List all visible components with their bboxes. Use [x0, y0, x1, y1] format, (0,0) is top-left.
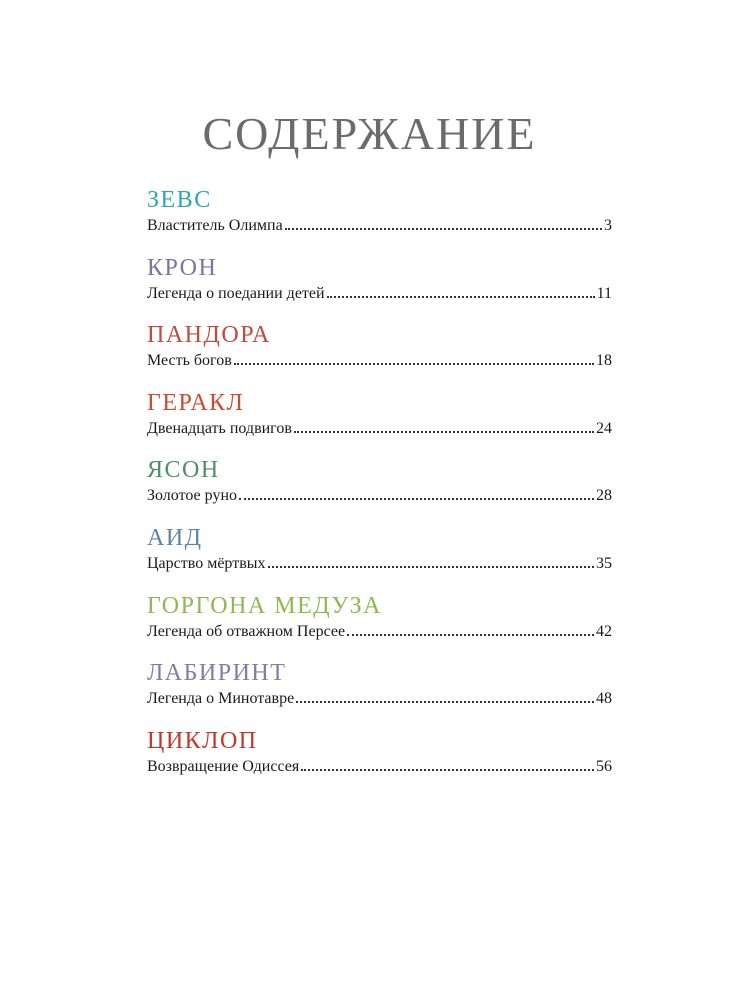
page-number: 3	[604, 217, 612, 234]
section-heading: АИД	[147, 524, 203, 551]
toc-entry-medusa	[147, 592, 612, 660]
toc-line	[147, 622, 612, 642]
section-heading: ЯСОН	[147, 457, 220, 484]
toc-entry-jason	[147, 456, 612, 524]
dot-leader	[268, 565, 594, 568]
chapter-title: Царство мёртвых	[147, 554, 266, 572]
chapter-title: Легенда об отважном Персее	[147, 622, 346, 640]
toc-line	[147, 554, 612, 574]
page-number: 18	[596, 352, 612, 370]
section-heading: ЗЕВС	[147, 187, 212, 213]
dot-leader	[327, 295, 595, 298]
section-heading: ЦИКЛОП	[147, 727, 258, 754]
section-heading: ГЕРАКЛ	[147, 389, 245, 416]
dot-leader	[239, 497, 594, 500]
toc-line	[147, 351, 612, 371]
page-title: СОДЕРЖАНИЕ	[202, 108, 537, 159]
page-number: 56	[596, 757, 612, 775]
dot-leader	[294, 430, 594, 433]
toc-line	[147, 486, 612, 506]
toc-line	[147, 757, 612, 777]
table-of-contents	[147, 186, 612, 794]
section-heading: ЛАБИРИНТ	[147, 660, 287, 687]
section-heading: КРОН	[147, 254, 218, 281]
page-number: 35	[596, 554, 612, 572]
toc-line	[147, 216, 612, 236]
toc-entry-pandora	[147, 321, 612, 389]
dot-leader	[296, 700, 594, 703]
page-number: 28	[596, 487, 612, 505]
section-heading: ГОРГОНА МЕДУЗА	[147, 592, 382, 619]
toc-line	[147, 689, 612, 709]
dot-leader	[234, 362, 594, 365]
chapter-title: Месть богов	[147, 352, 232, 370]
chapter-title: Двенадцать подвигов	[147, 419, 292, 437]
dot-leader	[285, 227, 602, 230]
chapter-title: Легенда о Минотавре	[147, 690, 295, 708]
toc-entry-hades	[147, 524, 612, 592]
toc-entry-zeus	[147, 186, 612, 254]
dot-leader	[301, 768, 594, 771]
toc-entry-heracles	[147, 389, 612, 457]
page-number: 24	[596, 419, 612, 437]
toc-line	[147, 419, 612, 439]
toc-line	[147, 284, 612, 304]
chapter-title: Легенда о поедании детей	[147, 284, 325, 302]
chapter-title: Властитель Олимпа	[147, 217, 283, 234]
page-number: 48	[596, 690, 612, 708]
toc-entry-kronos	[147, 254, 612, 322]
section-heading: ПАНДОРА	[147, 322, 271, 349]
page-number: 42	[596, 622, 612, 640]
toc-entry-cyclops	[147, 727, 612, 795]
page-number: 11	[596, 284, 612, 302]
toc-entry-labyrinth	[147, 659, 612, 727]
chapter-title: Золотое руно	[147, 487, 238, 505]
chapter-title: Возвращение Одиссея	[147, 757, 300, 775]
dot-leader	[347, 633, 594, 636]
